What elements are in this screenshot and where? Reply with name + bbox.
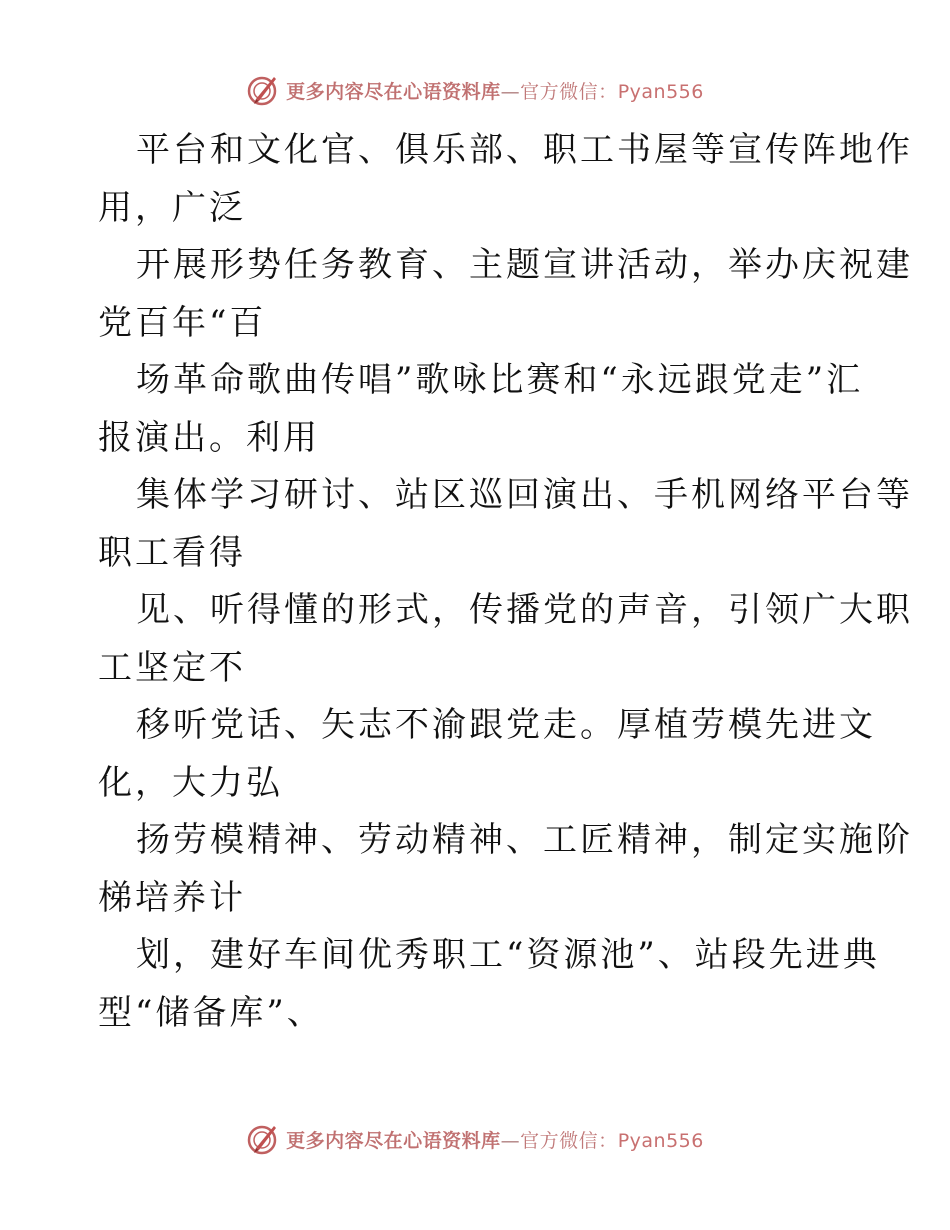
text-line: 型“储备库”、 bbox=[98, 992, 324, 1033]
text-line: 用，广泛 bbox=[98, 187, 246, 228]
banner-brand: 更多内容尽在心语资料库 bbox=[286, 1129, 501, 1152]
text-line: 集体学习研讨、站区巡回演出、手机网络平台等 bbox=[136, 475, 913, 515]
text-line: 工坚定不 bbox=[98, 647, 246, 688]
text-line: 职工看得 bbox=[98, 532, 246, 573]
quill-logo-icon bbox=[246, 1122, 280, 1156]
text-line: 扬劳模精神、劳动精神、工匠精神，制定实施阶 bbox=[136, 820, 913, 860]
header-banner bbox=[0, 70, 950, 110]
text-line: 平台和文化官、俱乐部、职工书屋等宣传阵地作 bbox=[136, 130, 913, 170]
banner-wechat-label: 官方微信： bbox=[520, 1129, 618, 1152]
text-line: 移听党话、矢志不渝跟党走。厚植劳模先进文 bbox=[136, 705, 876, 745]
text-line: 见、听得懂的形式，传播党的声音，引领广大职 bbox=[136, 590, 913, 630]
banner-text bbox=[286, 1126, 704, 1153]
quill-logo-icon bbox=[246, 73, 280, 107]
footer-banner bbox=[0, 1119, 950, 1159]
text-line: 党百年“百 bbox=[98, 302, 267, 343]
text-line: 场革命歌曲传唱”歌咏比赛和“永远跟党走”汇 bbox=[136, 360, 864, 400]
text-line: 报演出。利用 bbox=[98, 417, 320, 458]
document-body bbox=[98, 122, 913, 1042]
banner-brand: 更多内容尽在心语资料库 bbox=[286, 80, 501, 103]
text-line: 梯培养计 bbox=[98, 877, 246, 918]
banner-dash: — bbox=[500, 1129, 521, 1152]
banner-text bbox=[286, 77, 704, 104]
banner-account: Pyan556 bbox=[617, 80, 704, 103]
banner-dash: — bbox=[500, 80, 521, 103]
text-line: 化，大力弘 bbox=[98, 762, 283, 803]
text-line: 划，建好车间优秀职工“资源池”、站段先进典 bbox=[136, 935, 880, 975]
banner-account: Pyan556 bbox=[617, 1129, 704, 1152]
text-line: 开展形势任务教育、主题宣讲活动，举办庆祝建 bbox=[136, 245, 913, 285]
banner-wechat-label: 官方微信： bbox=[520, 80, 618, 103]
